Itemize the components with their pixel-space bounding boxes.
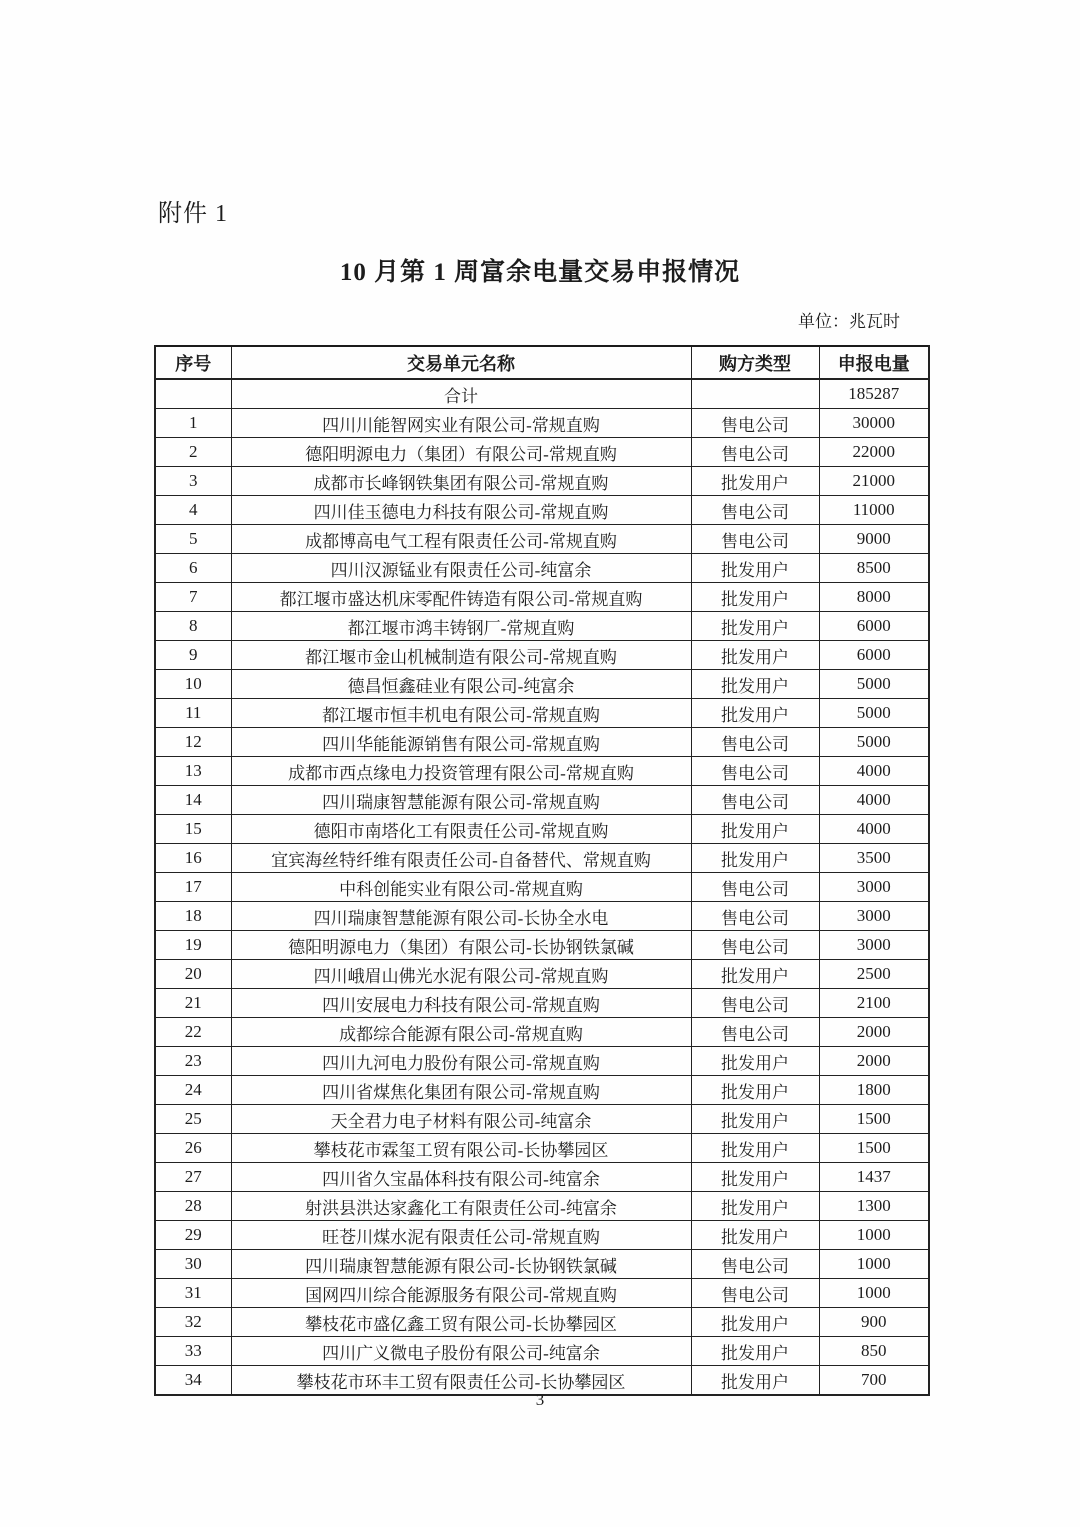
unit-name-cell: 成都综合能源有限公司-常规直购 [231, 1018, 691, 1047]
table-row [155, 554, 929, 583]
buyer-type-cell: 售电公司 [691, 438, 819, 467]
row-index-cell: 32 [155, 1308, 231, 1337]
unit-name-cell: 都江堰市盛达机床零配件铸造有限公司-常规直购 [231, 583, 691, 612]
attachment-label: 附件 1 [158, 201, 228, 227]
unit-name-cell: 四川川能智网实业有限公司-常规直购 [231, 409, 691, 438]
unit-name-cell: 攀枝花市盛亿鑫工贸有限公司-长协攀园区 [231, 1308, 691, 1337]
volume-cell: 2100 [819, 989, 929, 1018]
page-number: 3 [535, 1390, 545, 1409]
row-index-cell: 25 [155, 1105, 231, 1134]
table-row [155, 467, 929, 496]
buyer-type-cell: 批发用户 [691, 1221, 819, 1250]
volume-cell: 4000 [819, 757, 929, 786]
total-row-index-cell [155, 379, 231, 409]
row-index-cell: 26 [155, 1134, 231, 1163]
table-body [155, 379, 929, 1395]
page-title: 10 月第 1 周富余电量交易申报情况 [339, 259, 741, 286]
table-row [155, 1134, 929, 1163]
volume-cell: 6000 [819, 641, 929, 670]
table-row [155, 1105, 929, 1134]
volume-cell: 900 [819, 1308, 929, 1337]
buyer-type-cell: 批发用户 [691, 1134, 819, 1163]
buyer-type-cell: 批发用户 [691, 844, 819, 873]
total-row-buyer-cell [691, 379, 819, 409]
volume-cell: 3000 [819, 931, 929, 960]
table-row [155, 989, 929, 1018]
row-index-cell: 2 [155, 438, 231, 467]
table-row [155, 1076, 929, 1105]
row-index-cell: 19 [155, 931, 231, 960]
unit-name-cell: 德昌恒鑫硅业有限公司-纯富余 [231, 670, 691, 699]
volume-cell: 1800 [819, 1076, 929, 1105]
unit-name-cell: 天全君力电子材料有限公司-纯富余 [231, 1105, 691, 1134]
table-row [155, 583, 929, 612]
table-row [155, 1221, 929, 1250]
row-index-cell: 16 [155, 844, 231, 873]
total-row-label-cell: 合计 [231, 379, 691, 409]
table-row [155, 873, 929, 902]
row-index-cell: 13 [155, 757, 231, 786]
column-header-unit-name: 交易单元名称 [231, 346, 691, 379]
row-index-cell: 11 [155, 699, 231, 728]
volume-cell: 1000 [819, 1221, 929, 1250]
buyer-type-cell: 批发用户 [691, 641, 819, 670]
buyer-type-cell: 批发用户 [691, 554, 819, 583]
row-index-cell: 29 [155, 1221, 231, 1250]
table-row [155, 641, 929, 670]
unit-name-cell: 宜宾海丝特纤维有限责任公司-自备替代、常规直购 [231, 844, 691, 873]
table-row [155, 1163, 929, 1192]
buyer-type-cell: 售电公司 [691, 989, 819, 1018]
buyer-type-cell: 批发用户 [691, 670, 819, 699]
unit-name-cell: 四川汉源锰业有限责任公司-纯富余 [231, 554, 691, 583]
row-index-cell: 4 [155, 496, 231, 525]
row-index-cell: 17 [155, 873, 231, 902]
table-row [155, 1250, 929, 1279]
table-row [155, 438, 929, 467]
row-index-cell: 6 [155, 554, 231, 583]
unit-name-cell: 攀枝花市霖玺工贸有限公司-长协攀园区 [231, 1134, 691, 1163]
row-index-cell: 22 [155, 1018, 231, 1047]
volume-cell: 1500 [819, 1134, 929, 1163]
table-row [155, 844, 929, 873]
unit-name-cell: 四川省煤焦化集团有限公司-常规直购 [231, 1076, 691, 1105]
buyer-type-cell: 批发用户 [691, 815, 819, 844]
table-row [155, 1279, 929, 1308]
buyer-type-cell: 售电公司 [691, 496, 819, 525]
unit-name-cell: 四川安展电力科技有限公司-常规直购 [231, 989, 691, 1018]
buyer-type-cell: 售电公司 [691, 931, 819, 960]
volume-cell: 5000 [819, 699, 929, 728]
buyer-type-cell: 售电公司 [691, 902, 819, 931]
buyer-type-cell: 售电公司 [691, 409, 819, 438]
total-row-value-cell: 185287 [819, 379, 929, 409]
column-header-buyer-type: 购方类型 [691, 346, 819, 379]
unit-name-cell: 四川省久宝晶体科技有限公司-纯富余 [231, 1163, 691, 1192]
table-row [155, 1192, 929, 1221]
table-row [155, 1018, 929, 1047]
volume-cell: 5000 [819, 728, 929, 757]
buyer-type-cell: 售电公司 [691, 1018, 819, 1047]
row-index-cell: 8 [155, 612, 231, 641]
volume-cell: 3000 [819, 873, 929, 902]
row-index-cell: 31 [155, 1279, 231, 1308]
volume-cell: 5000 [819, 670, 929, 699]
volume-cell: 8000 [819, 583, 929, 612]
unit-name-cell: 都江堰市恒丰机电有限公司-常规直购 [231, 699, 691, 728]
buyer-type-cell: 售电公司 [691, 873, 819, 902]
row-index-cell: 12 [155, 728, 231, 757]
unit-name-cell: 四川瑞康智慧能源有限公司-长协全水电 [231, 902, 691, 931]
volume-cell: 6000 [819, 612, 929, 641]
volume-cell: 4000 [819, 815, 929, 844]
row-index-cell: 20 [155, 960, 231, 989]
volume-cell: 1437 [819, 1163, 929, 1192]
unit-name-cell: 德阳明源电力（集团）有限公司-常规直购 [231, 438, 691, 467]
volume-cell: 11000 [819, 496, 929, 525]
volume-cell: 3000 [819, 902, 929, 931]
buyer-type-cell: 售电公司 [691, 1279, 819, 1308]
unit-name-cell: 旺苍川煤水泥有限责任公司-常规直购 [231, 1221, 691, 1250]
unit-name-cell: 中科创能实业有限公司-常规直购 [231, 873, 691, 902]
table-row [155, 902, 929, 931]
row-index-cell: 10 [155, 670, 231, 699]
volume-cell: 30000 [819, 409, 929, 438]
table-row [155, 670, 929, 699]
unit-name-cell: 四川九河电力股份有限公司-常规直购 [231, 1047, 691, 1076]
buyer-type-cell: 批发用户 [691, 1337, 819, 1366]
volume-cell: 1500 [819, 1105, 929, 1134]
total-row [155, 379, 929, 409]
buyer-type-cell: 售电公司 [691, 786, 819, 815]
unit-name-cell: 射洪县洪达家鑫化工有限责任公司-纯富余 [231, 1192, 691, 1221]
buyer-type-cell: 批发用户 [691, 1076, 819, 1105]
unit-name-cell: 都江堰市鸿丰铸钢厂-常规直购 [231, 612, 691, 641]
unit-note: 单位：兆瓦时 [798, 312, 900, 331]
buyer-type-cell: 批发用户 [691, 1163, 819, 1192]
buyer-type-cell: 批发用户 [691, 960, 819, 989]
volume-cell: 21000 [819, 467, 929, 496]
buyer-type-cell: 批发用户 [691, 612, 819, 641]
row-index-cell: 30 [155, 1250, 231, 1279]
volume-cell: 3500 [819, 844, 929, 873]
unit-name-cell: 成都博高电气工程有限责任公司-常规直购 [231, 525, 691, 554]
unit-name-cell: 攀枝花市环丰工贸有限责任公司-长协攀园区 [231, 1366, 691, 1396]
buyer-type-cell: 批发用户 [691, 1105, 819, 1134]
row-index-cell: 24 [155, 1076, 231, 1105]
buyer-type-cell: 批发用户 [691, 1047, 819, 1076]
table-row [155, 960, 929, 989]
unit-name-cell: 成都市长峰钢铁集团有限公司-常规直购 [231, 467, 691, 496]
row-index-cell: 15 [155, 815, 231, 844]
row-index-cell: 21 [155, 989, 231, 1018]
volume-cell: 1000 [819, 1279, 929, 1308]
volume-cell: 8500 [819, 554, 929, 583]
unit-name-cell: 都江堰市金山机械制造有限公司-常规直购 [231, 641, 691, 670]
table-row [155, 786, 929, 815]
table-row [155, 1047, 929, 1076]
row-index-cell: 5 [155, 525, 231, 554]
row-index-cell: 9 [155, 641, 231, 670]
unit-name-cell: 四川瑞康智慧能源有限公司-常规直购 [231, 786, 691, 815]
table-header-row [155, 346, 929, 379]
buyer-type-cell: 批发用户 [691, 467, 819, 496]
row-index-cell: 33 [155, 1337, 231, 1366]
row-index-cell: 7 [155, 583, 231, 612]
column-header-volume: 申报电量 [819, 346, 929, 379]
table-row [155, 409, 929, 438]
declaration-table [154, 345, 930, 1396]
column-header-index: 序号 [155, 346, 231, 379]
row-index-cell: 1 [155, 409, 231, 438]
buyer-type-cell: 批发用户 [691, 1308, 819, 1337]
volume-cell: 9000 [819, 525, 929, 554]
table-row [155, 1337, 929, 1366]
table-row [155, 1308, 929, 1337]
buyer-type-cell: 批发用户 [691, 1192, 819, 1221]
unit-name-cell: 四川佳玉德电力科技有限公司-常规直购 [231, 496, 691, 525]
volume-cell: 4000 [819, 786, 929, 815]
row-index-cell: 34 [155, 1366, 231, 1396]
volume-cell: 2000 [819, 1047, 929, 1076]
unit-name-cell: 国网四川综合能源服务有限公司-常规直购 [231, 1279, 691, 1308]
table-row [155, 728, 929, 757]
unit-name-cell: 德阳市南塔化工有限责任公司-常规直购 [231, 815, 691, 844]
table-row [155, 757, 929, 786]
volume-cell: 850 [819, 1337, 929, 1366]
volume-cell: 1000 [819, 1250, 929, 1279]
volume-cell: 700 [819, 1366, 929, 1396]
row-index-cell: 3 [155, 467, 231, 496]
row-index-cell: 14 [155, 786, 231, 815]
unit-name-cell: 四川华能能源销售有限公司-常规直购 [231, 728, 691, 757]
buyer-type-cell: 售电公司 [691, 757, 819, 786]
buyer-type-cell: 售电公司 [691, 1250, 819, 1279]
volume-cell: 22000 [819, 438, 929, 467]
buyer-type-cell: 批发用户 [691, 699, 819, 728]
row-index-cell: 18 [155, 902, 231, 931]
row-index-cell: 28 [155, 1192, 231, 1221]
table-row [155, 815, 929, 844]
buyer-type-cell: 批发用户 [691, 583, 819, 612]
unit-name-cell: 德阳明源电力（集团）有限公司-长协钢铁氯碱 [231, 931, 691, 960]
table-row [155, 931, 929, 960]
table-row [155, 699, 929, 728]
buyer-type-cell: 售电公司 [691, 525, 819, 554]
table-row [155, 525, 929, 554]
volume-cell: 2500 [819, 960, 929, 989]
unit-name-cell: 四川峨眉山佛光水泥有限公司-常规直购 [231, 960, 691, 989]
volume-cell: 1300 [819, 1192, 929, 1221]
unit-name-cell: 四川广义微电子股份有限公司-纯富余 [231, 1337, 691, 1366]
buyer-type-cell: 批发用户 [691, 1366, 819, 1396]
unit-name-cell: 成都市西点缘电力投资管理有限公司-常规直购 [231, 757, 691, 786]
row-index-cell: 27 [155, 1163, 231, 1192]
table-row [155, 496, 929, 525]
table-row [155, 612, 929, 641]
buyer-type-cell: 售电公司 [691, 728, 819, 757]
row-index-cell: 23 [155, 1047, 231, 1076]
volume-cell: 2000 [819, 1018, 929, 1047]
unit-name-cell: 四川瑞康智慧能源有限公司-长协钢铁氯碱 [231, 1250, 691, 1279]
